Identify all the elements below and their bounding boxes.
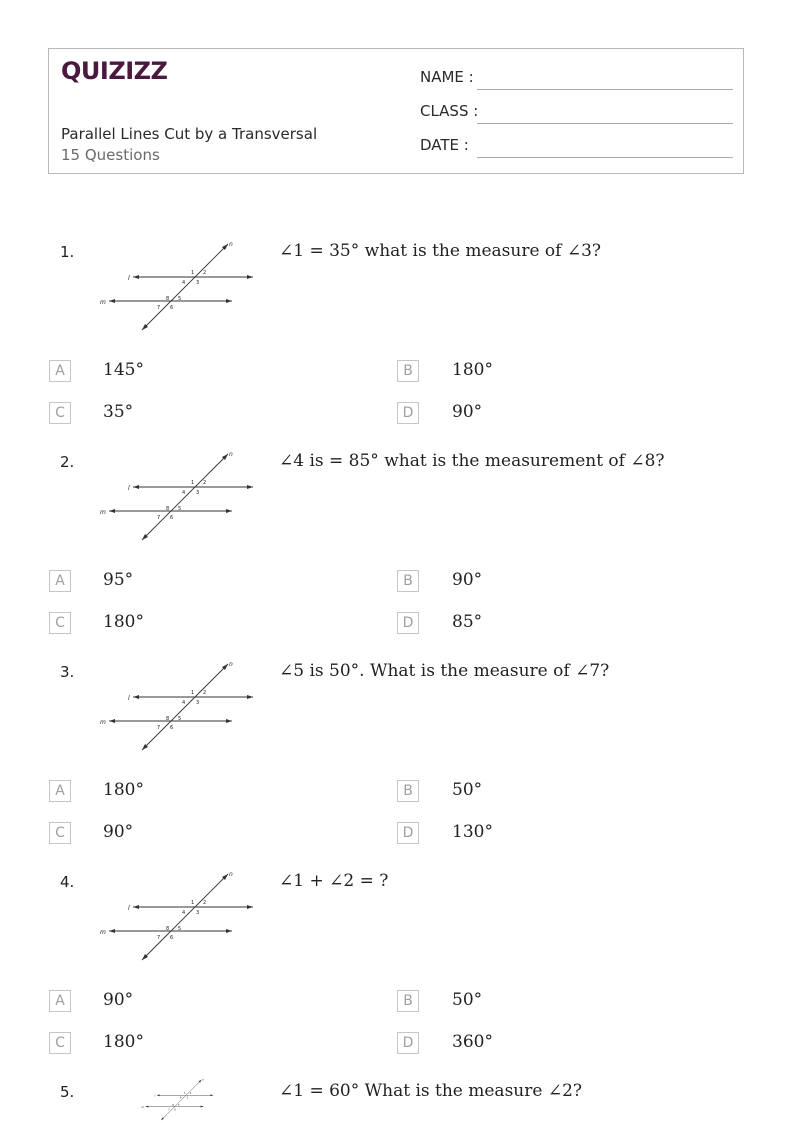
arrow-l-left [133, 275, 139, 279]
class-label: CLASS : [420, 102, 479, 120]
arrow-l-left [154, 1093, 160, 1098]
question-number: 2. [60, 453, 75, 471]
figure-label: 5 [178, 926, 182, 932]
option-d-text: 85° [452, 612, 483, 632]
option-b-box[interactable]: B [397, 570, 419, 592]
option-a-text: 145° [103, 360, 144, 380]
question-number: 4. [60, 873, 75, 891]
question-number: 3. [60, 663, 75, 681]
name-field[interactable] [477, 89, 733, 90]
figure-label: 7 [157, 725, 161, 731]
figure-label: m [100, 509, 106, 516]
figure-label: 1 [191, 690, 195, 696]
figure-label: l [128, 275, 130, 282]
figure-label: 2 [203, 270, 207, 276]
transversal-figure [96, 236, 260, 336]
figure-label: m [100, 719, 106, 726]
arrow-m-left [109, 719, 115, 723]
transversal-n [142, 244, 228, 330]
option-a-text: 90° [103, 990, 134, 1010]
transversal-figure [96, 1076, 260, 1123]
figure-label: 3 [196, 490, 200, 496]
figure-label: 7 [157, 515, 161, 521]
option-c-text: 180° [103, 1032, 144, 1052]
question-text: ∠4 is = 85° what is the measurement of ∠8? [279, 451, 665, 471]
figure-label: 1 [191, 900, 195, 906]
option-d-box[interactable]: D [397, 612, 419, 634]
quizizz-logo: QUIZIZZ [61, 57, 168, 85]
figure-label: m [100, 929, 106, 936]
figure-label: 4 [182, 910, 186, 916]
question-text: ∠1 + ∠2 = ? [279, 871, 389, 891]
figure-label: 3 [196, 280, 200, 286]
figure-label: l [128, 695, 130, 702]
figure-label: 6 [174, 1108, 176, 1112]
figure-label: m [100, 299, 106, 306]
worksheet-title: Parallel Lines Cut by a Transversal [61, 125, 318, 143]
class-field[interactable] [477, 123, 733, 124]
option-d-text: 130° [452, 822, 493, 842]
option-b-box[interactable]: B [397, 780, 419, 802]
question-number: 5. [60, 1083, 75, 1101]
figure-label: 8 [166, 506, 170, 512]
option-c-box[interactable]: C [49, 612, 71, 634]
figure-label: 8 [166, 926, 170, 932]
figure-label: l [128, 485, 130, 492]
figure-label: 7 [157, 305, 161, 311]
option-b-box[interactable]: B [397, 990, 419, 1012]
arrow-m-left [109, 299, 115, 303]
figure-label: 5 [178, 716, 182, 722]
arrow-m-right [226, 299, 232, 303]
figure-label: 5 [178, 506, 182, 512]
arrow-m-right [226, 509, 232, 513]
arrow-m-left [109, 509, 115, 513]
figure-label: 6 [170, 305, 174, 311]
transversal-figure [96, 866, 260, 966]
figure-label: 2 [203, 480, 207, 486]
transversal-n [161, 1080, 201, 1120]
figure-label: n [229, 451, 233, 458]
option-a-box[interactable]: A [49, 570, 71, 592]
figure-label: 8 [166, 296, 170, 302]
figure-label: 2 [203, 900, 207, 906]
figure-label: 8 [172, 1104, 174, 1108]
option-c-box[interactable]: C [49, 1032, 71, 1054]
option-b-box[interactable]: B [397, 360, 419, 382]
figure-label: 3 [186, 1096, 188, 1100]
worksheet-header [48, 48, 744, 174]
name-label: NAME : [420, 68, 474, 86]
arrow-l-right [247, 905, 253, 909]
question-count: 15 Questions [61, 146, 160, 164]
figure-label: 2 [189, 1091, 192, 1095]
arrow-l-left [133, 905, 139, 909]
arrow-m-right [201, 1106, 204, 1108]
figure-label: 1 [184, 1091, 186, 1095]
arrow-l-right [247, 275, 253, 279]
option-a-text: 180° [103, 780, 144, 800]
arrow-l-left [133, 485, 139, 489]
figure-label: 4 [182, 490, 186, 496]
date-field[interactable] [477, 157, 733, 158]
arrow-l-right [210, 1094, 213, 1096]
option-a-text: 95° [103, 570, 134, 590]
option-d-box[interactable]: D [397, 402, 419, 424]
figure-label: l [128, 905, 130, 912]
figure-label: n [201, 1077, 204, 1082]
figure-label: 3 [196, 700, 200, 706]
question-number: 1. [60, 243, 75, 261]
transversal-n [142, 664, 228, 750]
transversal-n [142, 454, 228, 540]
arrow-m-right [226, 929, 232, 933]
figure-label: n [229, 661, 233, 668]
option-b-text: 180° [452, 360, 493, 380]
option-a-box[interactable]: A [49, 360, 71, 382]
figure-label: 6 [170, 515, 174, 521]
arrow-m-left [109, 929, 115, 933]
figure-label: 4 [182, 700, 186, 706]
figure-label: 4 [179, 1096, 182, 1100]
figure-label: l [154, 1093, 156, 1098]
option-d-box[interactable]: D [397, 822, 419, 844]
option-c-text: 180° [103, 612, 144, 632]
figure-label: 4 [182, 280, 186, 286]
transversal-figure [96, 446, 260, 546]
transversal-n [142, 874, 228, 960]
question-text: ∠1 = 60° What is the measure ∠2? [279, 1081, 583, 1101]
figure-label: 5 [178, 1104, 180, 1108]
option-d-text: 90° [452, 402, 483, 422]
option-a-box[interactable]: A [49, 780, 71, 802]
figure-label: n [229, 241, 233, 248]
option-d-box[interactable]: D [397, 1032, 419, 1054]
option-b-text: 90° [452, 570, 483, 590]
figure-label: 7 [157, 935, 161, 941]
option-b-text: 50° [452, 990, 483, 1010]
option-c-box[interactable]: C [49, 822, 71, 844]
question-text: ∠1 = 35° what is the measure of ∠3? [279, 241, 602, 261]
figure-label: 6 [170, 935, 174, 941]
arrow-m-right [226, 719, 232, 723]
option-b-text: 50° [452, 780, 483, 800]
option-a-box[interactable]: A [49, 990, 71, 1012]
option-c-text: 35° [103, 402, 134, 422]
figure-label: 3 [196, 910, 200, 916]
figure-label: 5 [178, 296, 182, 302]
figure-label: 7 [168, 1108, 170, 1112]
figure-label: m [141, 1104, 145, 1109]
arrow-m-left [146, 1106, 149, 1108]
arrow-l-right [247, 485, 253, 489]
figure-label: 1 [191, 480, 195, 486]
date-label: DATE : [420, 136, 469, 154]
figure-label: 8 [166, 716, 170, 722]
option-d-text: 360° [452, 1032, 493, 1052]
question-text: ∠5 is 50°. What is the measure of ∠7? [279, 661, 610, 681]
arrow-l-left [133, 695, 139, 699]
figure-label: n [229, 871, 233, 878]
transversal-figure [96, 656, 260, 756]
figure-label: 1 [191, 270, 195, 276]
option-c-box[interactable]: C [49, 402, 71, 424]
figure-label: 6 [170, 725, 174, 731]
arrow-l-right [247, 695, 253, 699]
option-c-text: 90° [103, 822, 134, 842]
figure-label: 2 [203, 690, 207, 696]
